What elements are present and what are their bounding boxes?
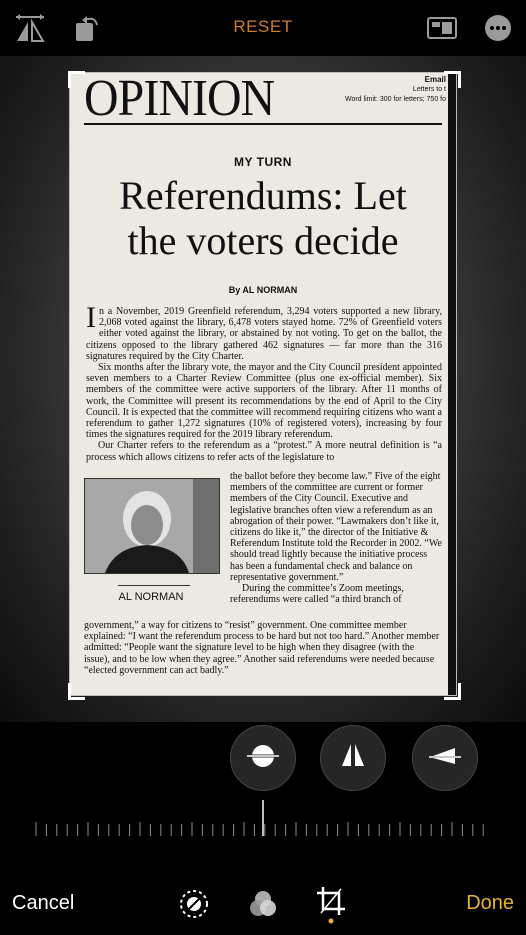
section-label: MY TURN [234, 155, 292, 169]
crop-handle-top-left[interactable] [68, 71, 85, 88]
article-continuation: government,” a way for citizens to “resist” government. One committee member explained: “I want the referendum process to be hard but not too hard.” Another member admitted: “People want the signature level to be high when they disagree (with the issue), and to be low when they agree.” Another said referendums were needed because “elected government can act badly.” [84, 620, 440, 676]
straighten-icon [243, 736, 283, 781]
byline: By AL NORMAN [228, 285, 298, 295]
column-text [230, 471, 442, 605]
email-label: Email [424, 75, 446, 84]
author-photo [84, 478, 220, 574]
column-paragraph-2: During the committee’s Zoom meetings, referendums were called “a third branch of [230, 583, 404, 606]
more-icon[interactable] [480, 10, 516, 46]
paragraph-3: Our Charter refers to the referendum as a “protest.” A more neutral definition is “a process which allows citizens to refer acts of the legislature to [86, 440, 442, 463]
headline-line-2: the voters decide [127, 218, 399, 263]
top-toolbar [0, 0, 526, 56]
vertical-perspective-icon [333, 736, 373, 781]
masthead: OPINION [84, 73, 275, 127]
crop-canvas[interactable] [0, 56, 526, 722]
cancel-button[interactable]: Cancel [12, 892, 75, 914]
email-info [345, 75, 446, 105]
headline [84, 173, 442, 263]
vertical-perspective-button[interactable] [320, 725, 386, 791]
aspect-ratio-icon[interactable] [424, 10, 460, 46]
email-line-1: Letters to t [412, 86, 446, 93]
filters-icon[interactable] [245, 886, 281, 922]
reset-button[interactable]: RESET [233, 17, 293, 36]
article-body [86, 301, 442, 463]
horizontal-perspective-button[interactable] [412, 725, 478, 791]
caption-rule [118, 585, 190, 586]
bottom-toolbar [0, 870, 526, 935]
crop-handle-bottom-right[interactable] [444, 683, 461, 700]
straighten-dial[interactable] [0, 800, 526, 850]
paper-edge-shadow [448, 73, 456, 695]
straighten-button[interactable] [230, 725, 296, 791]
horizontal-perspective-icon [425, 736, 465, 781]
crop-handle-top-right[interactable] [444, 71, 461, 88]
headline-line-1: Referendums: Let [119, 173, 407, 218]
email-line-2: Word limit: 300 for letters; 750 fo [344, 96, 446, 103]
newspaper-clipping-image [70, 73, 456, 695]
paragraph-1: n a November, 2019 Greenfield referendum, 3,294 voters supported a new library, 2,068 voted against the library, 6,478 voters stayed home. 72% of Greenfield voters either voted against the library, or abstained by not voting. To get on the ballot, the citizens opposed to the library gathered 462 signatures — far more than the 316 signatures required by the City Charter. [86, 306, 442, 362]
drop-cap: I [86, 301, 96, 334]
crop-handle-bottom-left[interactable] [68, 683, 85, 700]
adjust-icon[interactable] [176, 886, 212, 922]
paragraph-2: Six months after the library vote, the mayor and the City Council president appointed seven members to a Charter Review Committee (plus one ex-official member). Six members of the committee were active supporters of the library. After 11 months of work, the Committee will present its recommendations by the end of April to the City Council. It is expected that the committee will recommend requiring citizens who want a referendum to gather 1,272 signatures (10% of registered voters), increasing by four times the signatures required for the 2019 library referendum. [86, 362, 442, 441]
crop-icon[interactable] [313, 886, 349, 922]
photo-caption: AL NORMAN [118, 591, 184, 603]
done-button[interactable]: Done [466, 892, 514, 914]
column-paragraph: the ballot before they become law.” Five of the eight members of the committee are current or former members of the City Council. Executive and legislative branches often view a referendum as an abrogation of their power. “Lawmakers don’t like it, citizens do like it,” the director of the Initiative & Referendum Institute told the Recorder in 2002. “We should tread lightly because the initiative process has been a fundamental check and balance on representative government.” [230, 471, 442, 583]
masthead-rule [84, 123, 442, 125]
